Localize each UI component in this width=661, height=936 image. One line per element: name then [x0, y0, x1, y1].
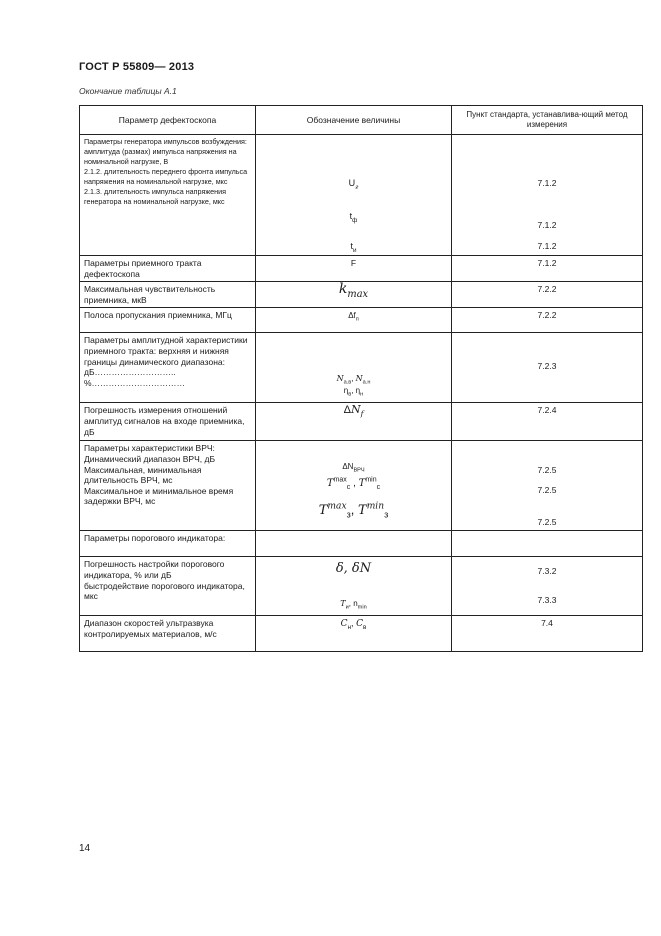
designation-cell — [256, 616, 452, 652]
symbol-c: $C_н$, $C_в$ — [340, 618, 367, 632]
column-header-designation: Обозначение величины — [256, 106, 452, 135]
clause-cell: 7.2.3 — [452, 333, 643, 403]
parameter-cell: Диапазон скоростей ультразвука контролируемых материалов, м/с — [80, 616, 256, 652]
table-row — [80, 531, 643, 557]
table-row — [80, 282, 643, 308]
clause-cell: 7.3.2 7.3.3 — [452, 557, 643, 616]
document-header: ГОСТ Р 55809— 2013 — [79, 61, 195, 73]
symbol-delta: δ, δN — [335, 561, 372, 577]
table-row — [80, 403, 643, 441]
parameter-cell: Погрешность настройки порогового индикатора, % или дБ быстродействие порогового индикатора, мкс — [80, 557, 256, 616]
designation-cell: F — [256, 256, 452, 282]
symbol-delta-n-vrch: $\Delta N_{ВРЧ}$ — [342, 462, 365, 474]
designation-cell — [256, 557, 452, 616]
symbol-eta: $\eta_в$, $\eta_н$ — [343, 386, 364, 398]
parameter-cell: Параметры амплитудной характеристики приемного тракта: верхняя и нижняя границы динамического диапазона: дБ……………………….. %…………………………… — [80, 333, 256, 403]
table-row — [80, 616, 643, 652]
parameters-table — [79, 105, 643, 652]
table-caption: Окончание таблицы А.1 — [79, 86, 177, 96]
clause-cell: 7.4 — [452, 616, 643, 652]
column-header-clause: Пункт стандарта, устанавлива-ющий метод измерения — [452, 106, 643, 135]
symbol-n-a: $N_{а.в}$, $N_{а.н}$ — [336, 374, 371, 386]
table-header-row — [80, 106, 643, 135]
parameter-cell: Максимальная чувствительность приемника, мкВ — [80, 282, 256, 308]
parameter-cell: Параметры порогового индикатора: — [80, 531, 256, 557]
symbol-t-f: $t_ф$ — [349, 211, 358, 224]
clause-cell: 7.2.5 7.2.5 7.2.5 — [452, 441, 643, 531]
clause-cell: 7.2.4 — [452, 403, 643, 441]
symbol-k-max: $k_{max}$ — [338, 281, 369, 300]
designation-cell — [256, 403, 452, 441]
symbol-t-i: $t_и$ — [350, 241, 357, 254]
symbol-delta-f: $\Delta f_п$ — [348, 311, 359, 323]
clause-cell: 7.1.2 7.1.2 7.1.2 — [452, 135, 643, 256]
parameter-cell: Параметры генератора импульсов возбуждения: амплитуда (размах) импульса напряжения на номинальной нагрузке, В 2.1.2. длительность переднего фронта импульса напряжения на номинальной нагрузке, мкс 2.1.3. длительность импульса напряжения генератора на номинальной нагрузке, мкс — [80, 135, 256, 256]
clause-cell: 7.1.2 — [452, 256, 643, 282]
designation-cell — [256, 282, 452, 308]
symbol-t-c: $T^{max}_с$ , $T^{min}_с$ — [326, 477, 381, 492]
page-number: 14 — [79, 843, 91, 854]
clause-cell: 7.2.2 — [452, 282, 643, 308]
table-row — [80, 256, 643, 282]
designation-cell — [256, 531, 452, 557]
table-row — [80, 441, 643, 531]
designation-cell — [256, 308, 452, 333]
table-row — [80, 557, 643, 616]
designation-cell — [256, 333, 452, 403]
clause-cell — [452, 531, 643, 557]
parameter-cell: Параметры приемного тракта дефектоскопа — [80, 256, 256, 282]
symbol-t-z: $T^{max}_з$, $T^{min}_з$ — [318, 502, 389, 520]
parameter-cell: Параметры характеристики ВРЧ: Динамический диапазон ВРЧ, дБ Максимальная, минимальная длительность ВРЧ, мс Максимальное и минимальное время задержки ВРЧ, мс — [80, 441, 256, 531]
column-header-parameter: Параметр дефектоскопа — [80, 106, 256, 135]
symbol-delta-n-f: $\Delta N_f$ — [343, 403, 364, 419]
designation-cell — [256, 441, 452, 531]
symbol-t-i-n-min: $T_и$, $n_{min}$ — [340, 599, 367, 611]
designation-cell — [256, 135, 452, 256]
table-row — [80, 135, 643, 256]
parameter-cell: Полоса пропускания приемника, МГц — [80, 308, 256, 333]
table-row — [80, 308, 643, 333]
clause-cell: 7.2.2 — [452, 308, 643, 333]
table-row — [80, 333, 643, 403]
parameter-cell: Погрешность измерения отношений амплитуд сигналов на входе приемника, дБ — [80, 403, 256, 441]
symbol-u-g: $U_г$ — [348, 178, 359, 191]
